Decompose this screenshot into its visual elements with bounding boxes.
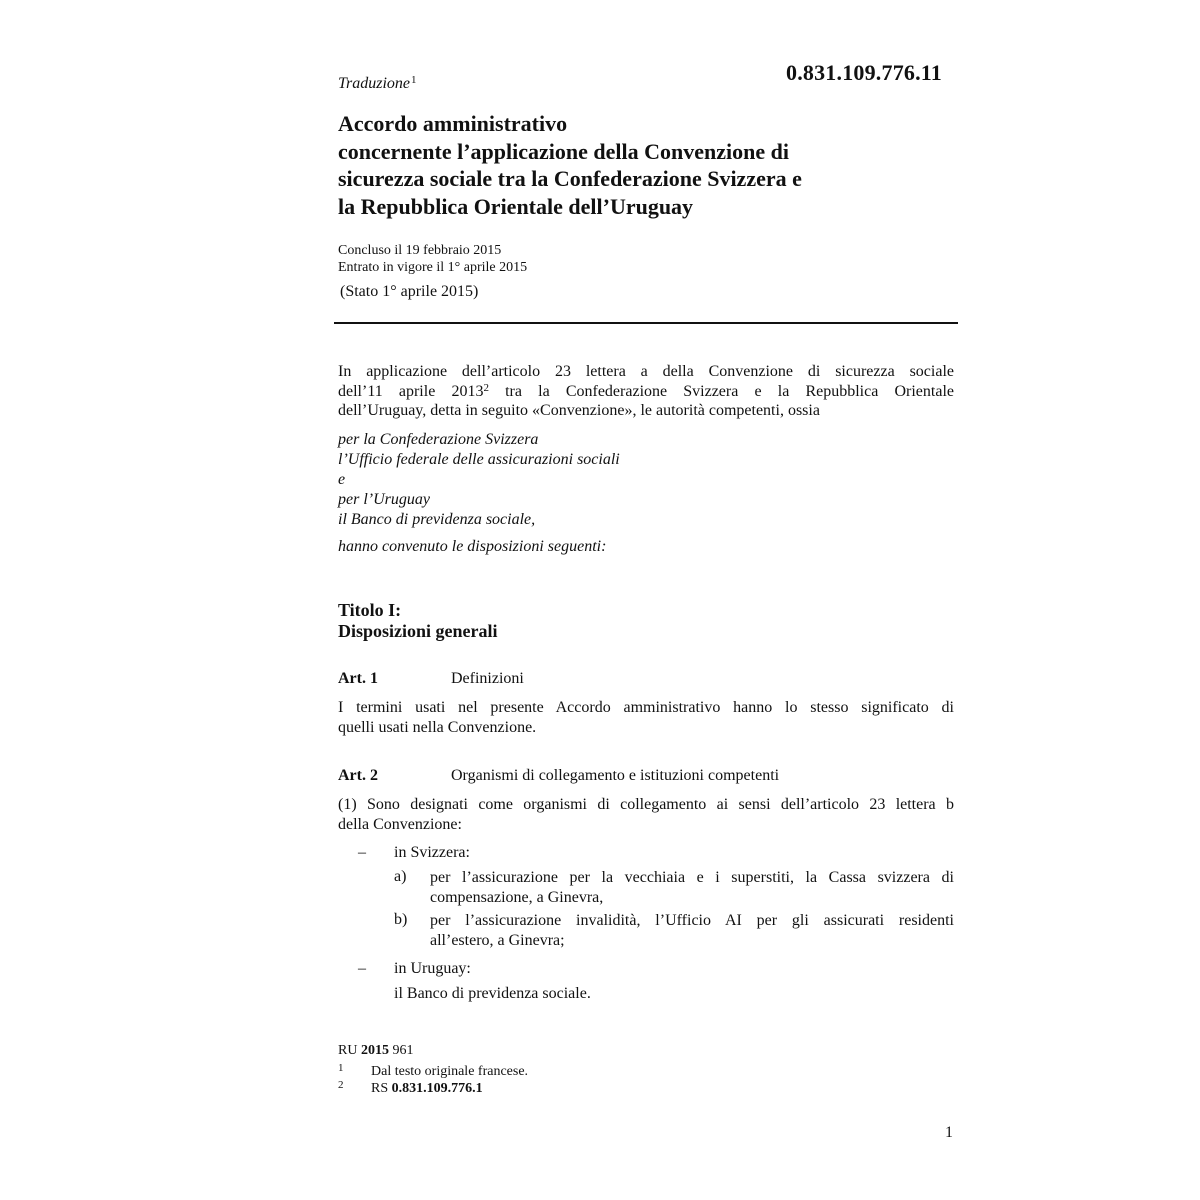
- uruguay-body: il Banco di previdenza sociale.: [394, 985, 591, 1002]
- article-2-paragraph-1: [338, 795, 954, 834]
- in-force-date: Entrato in vigore il 1° aprile 2015: [338, 260, 528, 275]
- article-2-line-1: (1) Sono designati come organismi di collegamento ai sensi dell’articolo 23 lettera b: [338, 796, 954, 813]
- party-swiss-authority: l’Ufficio federale delle assicurazioni sociali: [338, 451, 620, 468]
- preamble-line-1: In applicazione dell’articolo 23 lettera a della Convenzione di sicurezza sociale: [338, 363, 954, 380]
- title-line-4: la Repubblica Orientale dell’Uruguay: [338, 193, 694, 219]
- item-b-line-1: per l’assicurazione invalidità, l’Ufficio AI per gli assicurati residenti: [430, 912, 954, 929]
- footnote-ref-1[interactable]: 1: [411, 74, 417, 86]
- party-uruguay: per l’Uruguay: [338, 491, 430, 508]
- rs-link[interactable]: 0.831.109.776.1: [391, 1081, 483, 1096]
- article-1-number: Art. 1: [338, 670, 378, 687]
- uruguay-label: in Uruguay:: [394, 960, 471, 977]
- list-dash: –: [358, 960, 366, 977]
- dates-block: [338, 242, 527, 276]
- article-2-line-2: della Convenzione:: [338, 815, 462, 833]
- section-title: Disposizioni generali: [338, 621, 498, 641]
- translation-label: Traduzione$^1$: [338, 74, 417, 92]
- item-a-letter: a): [394, 868, 407, 885]
- party-uruguay-authority: il Banco di previdenza sociale,: [338, 511, 536, 528]
- list-dash: –: [358, 844, 366, 861]
- party-swiss: per la Confederazione Svizzera: [338, 431, 539, 448]
- item-a-text: [430, 868, 954, 907]
- article-2-title: Organismi di collegamento e istituzioni competenti: [451, 767, 780, 784]
- document-title: [338, 110, 958, 220]
- item-a-line-2: compensazione, a Ginevra,: [430, 888, 604, 906]
- article-1-text: [338, 698, 954, 737]
- rs-number: 0.831.109.776.11: [786, 60, 942, 85]
- article-1-title: Definizioni: [451, 670, 524, 687]
- article-1-line-2: quelli usati nella Convenzione.: [338, 718, 537, 736]
- title-line-2: concernente l’applicazione della Convenzione di: [338, 138, 789, 164]
- footnote-1-number: 1: [338, 1062, 344, 1074]
- preamble: [338, 362, 954, 421]
- concluded-date: Concluso il 19 febbraio 2015: [338, 243, 502, 258]
- article-1-heading: [338, 670, 958, 690]
- article-2-heading: [338, 767, 958, 787]
- title-line-3: sicurezza sociale tra la Confederazione Svizzera e: [338, 166, 802, 191]
- article-1-line-1: I termini usati nel presente Accordo amministrativo hanno lo stesso significato di: [338, 699, 954, 716]
- parties-block: [338, 430, 620, 530]
- section-heading: [338, 600, 498, 642]
- footnote-ref-2[interactable]: 2: [483, 381, 489, 394]
- party-conjunction: e: [338, 471, 346, 488]
- header-divider: [334, 322, 958, 324]
- agreed-clause: hanno convenuto le disposizioni seguenti:: [338, 538, 607, 555]
- preamble-line-3: dell’Uruguay, detta in seguito «Convenzione», le autorità competenti, ossia: [338, 402, 820, 419]
- footnote-2-number: 2: [338, 1079, 344, 1091]
- switzerland-label: in Svizzera:: [394, 844, 470, 861]
- status-date: (Stato 1° aprile 2015): [340, 283, 479, 300]
- footnote-2-text: RS 0.831.109.776.1: [371, 1081, 483, 1096]
- article-2-number: Art. 2: [338, 767, 378, 784]
- section-number: Titolo I:: [338, 600, 402, 620]
- title-line-1: Accordo amministrativo: [338, 111, 568, 136]
- item-a-line-1: per l’assicurazione per la vecchiaia e i superstiti, la Cassa svizzera di: [430, 869, 954, 886]
- item-b-text: [430, 911, 954, 950]
- preamble-line-2: dell’11 aprile 2013$^2$ tra la Confederazione Svizzera e la Repubblica Orientale: [338, 381, 954, 400]
- item-b-line-2: all’estero, a Ginevra;: [430, 931, 565, 949]
- official-compilation-ref: RU 2015 961: [338, 1043, 414, 1058]
- item-b-letter: b): [394, 911, 408, 928]
- footnote-1-text: Dal testo originale francese.: [371, 1064, 529, 1079]
- page-number: 1: [945, 1124, 953, 1141]
